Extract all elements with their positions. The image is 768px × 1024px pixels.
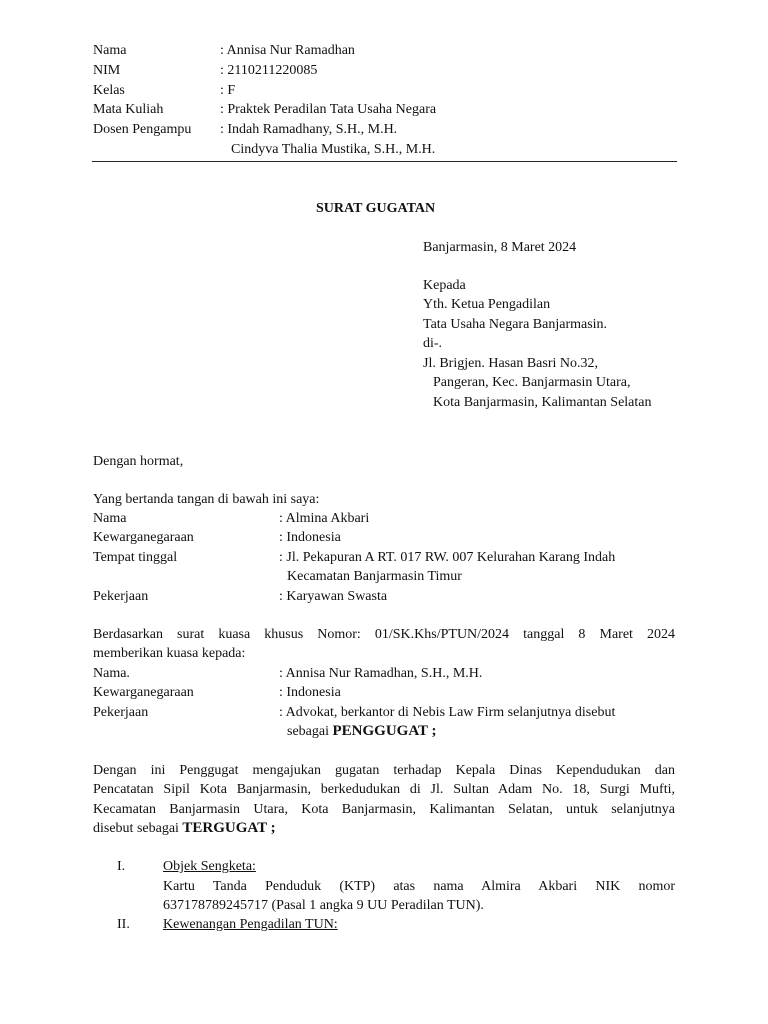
attorney-value: : Advokat, berkantor di Nebis Law Firm selanjutnya disebut — [279, 705, 616, 720]
section-number: I. — [117, 859, 126, 874]
section-number: II. — [117, 917, 130, 932]
attorney-label: Nama. — [93, 666, 130, 681]
signer-value: Kecamatan Banjarmasin Timur — [287, 569, 462, 584]
recipient-line: Kepada — [423, 278, 466, 293]
recipient-line: Yth. Ketua Pengadilan — [423, 297, 551, 312]
section-heading-text: Kewenangan Pengadilan TUN: — [163, 917, 338, 932]
signer-value: : Indonesia — [279, 530, 341, 545]
claim-line: Kecamatan Banjarmasin Utara, Kota Banjarmasin, Kalimantan Selatan, untuk selanjutnya — [93, 802, 675, 817]
section-body-line: Kartu Tanda Penduduk (KTP) atas nama Almira Akbari NIK nomor — [163, 879, 675, 894]
signer-value: : Jl. Pekapuran A RT. 017 RW. 007 Kelurahan Karang Indah — [279, 550, 616, 565]
signer-label: Tempat tinggal — [93, 550, 178, 565]
letter-date: Banjarmasin, 8 Maret 2024 — [423, 240, 577, 255]
section-heading-text: Objek Sengketa: — [163, 859, 256, 874]
kuasa-line: memberikan kuasa kepada: — [93, 646, 246, 661]
identity-value: : 2110211220085 — [220, 63, 318, 78]
kuasa-line: Berdasarkan surat kuasa khusus Nomor: 01/SK.Khs/PTUN/2024 tanggal 8 Maret 2024 — [93, 627, 675, 642]
identity-label: Kelas — [93, 83, 125, 98]
attorney-label: Kewarganegaraan — [93, 685, 194, 700]
identity-value: : Praktek Peradilan Tata Usaha Negara — [220, 102, 437, 117]
claim-line: Dengan ini Penggugat mengajukan gugatan terhadap Kepala Dinas Kependudukan dan — [93, 763, 675, 778]
recipient-line: Pangeran, Kec. Banjarmasin Utara, — [433, 375, 631, 390]
section-body-line: 637178789245717 (Pasal 1 angka 9 UU Peradilan TUN). — [163, 898, 484, 913]
attorney-label: Pekerjaan — [93, 705, 149, 720]
identity-value: : Indah Ramadhany, S.H., M.H. — [220, 122, 398, 137]
penggugat-label: PENGGUGAT ; — [332, 723, 437, 739]
identity-label: Mata Kuliah — [93, 102, 164, 117]
attorney-cont-prefix: sebagai — [287, 724, 333, 739]
signer-value: : Almina Akbari — [279, 511, 370, 526]
recipient-line: Jl. Brigjen. Hasan Basri No.32, — [423, 356, 598, 371]
greeting: Dengan hormat, — [93, 454, 184, 469]
identity-label: Nama — [93, 43, 127, 58]
header-divider — [92, 161, 677, 162]
recipient-line: di-. — [423, 336, 443, 351]
tergugat-label: TERGUGAT ; — [182, 820, 276, 836]
claim-line: Pencatatan Sipil Kota Banjarmasin, berkedudukan di Jl. Sultan Adam No. 18, Surgi Mufti, — [93, 782, 675, 797]
attorney-continuation — [287, 722, 437, 741]
identity-label: NIM — [93, 63, 121, 78]
attorney-value: : Annisa Nur Ramadhan, S.H., M.H. — [279, 666, 483, 681]
intro-line: Yang bertanda tangan di bawah ini saya: — [93, 492, 320, 507]
signer-label: Nama — [93, 511, 127, 526]
identity-value: : F — [220, 83, 236, 98]
signer-label: Kewarganegaraan — [93, 530, 194, 545]
identity-label: Dosen Pengampu — [93, 122, 192, 137]
identity-value: : Annisa Nur Ramadhan — [220, 43, 355, 58]
recipient-line: Kota Banjarmasin, Kalimantan Selatan — [433, 395, 652, 410]
attorney-value: : Indonesia — [279, 685, 341, 700]
section-heading — [163, 857, 256, 876]
signer-label: Pekerjaan — [93, 589, 149, 604]
recipient-line: Tata Usaha Negara Banjarmasin. — [423, 317, 608, 332]
section-heading — [163, 915, 338, 934]
second-lecturer: Cindyva Thalia Mustika, S.H., M.H. — [231, 142, 436, 157]
claim-last-prefix: disebut sebagai — [93, 821, 183, 836]
document-title: SURAT GUGATAN — [316, 201, 436, 216]
claim-last-line — [93, 819, 276, 838]
signer-value: : Karyawan Swasta — [279, 589, 388, 604]
